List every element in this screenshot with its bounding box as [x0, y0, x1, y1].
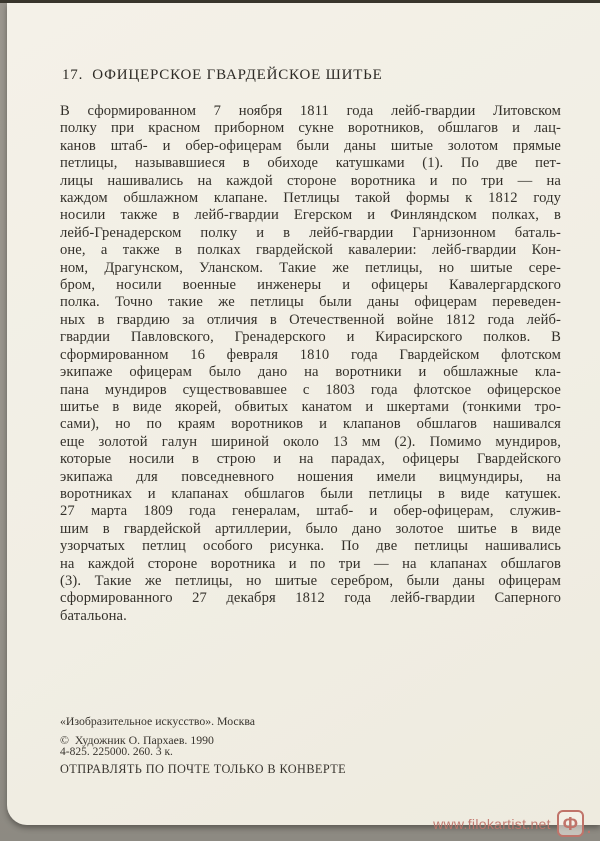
body-text-line: сформированном 16 февраля 1810 года Гвардейском флотском	[60, 346, 561, 363]
body-text-line: В сформированном 7 ноября 1811 года лейб-гвардии Литовском	[60, 103, 561, 119]
artist-credit-line: © Художник О. Пархаев. 1990	[60, 733, 214, 747]
body-text-line: (3). Такие же петлицы, но шитые серебром, были даны офицерам	[60, 572, 561, 589]
body-text-line: на каждой стороне воротника и по три — на клапанах обшлагов	[60, 555, 561, 572]
postal-notice-line: ОТПРАВЛЯТЬ ПО ПОЧТЕ ТОЛЬКО В КОНВЕРТЕ	[60, 762, 347, 776]
postcard-body-text	[60, 103, 561, 625]
watermark-url-text: www.filokartist.net	[433, 815, 551, 832]
body-text-line: 27 марта 1809 года генералам, штаб- и обер-офицерам, служив-	[60, 503, 561, 520]
watermark	[433, 810, 591, 837]
body-text-line: батальона.	[60, 607, 127, 624]
body-text-line: гвардии Павловского, Гренадерского и Кирасирского полков. В	[60, 329, 561, 346]
body-text-line: шитье в виде якорей, обвитых канатом и шкертами (тонкими тро-	[60, 398, 561, 415]
body-text-line: каждом обшлажном клапане. Петлицы такой формы к 1812 году	[60, 190, 561, 207]
body-text-line: ном, Драгунском, Уланском. Такие же петлицы, но шитые сере-	[60, 259, 561, 276]
body-text-line: экипаже офицерам было дано на воротники и обшлажные кла-	[60, 364, 561, 381]
body-text-line: сформированного 27 декабря 1812 года лейб-гвардии Саперного	[60, 590, 561, 607]
body-text-line: еще золотой галун шириной около 13 мм (2). Помимо мундиров,	[60, 433, 561, 450]
body-text-line: сами), но по краям воротников и клапанов обшлагов нашивался	[60, 416, 561, 433]
body-text-line: оне, а также в полках гвардейской кавалерии: лейб-гвардии Кон-	[60, 242, 561, 259]
body-text-line: петлицы, называвшиеся в обиходе катушками (1). По две пет-	[60, 155, 561, 172]
body-text-line: полку при красном приборном сукне воротников, обшлагов и лац-	[60, 120, 561, 137]
body-text-line: пана мундиров существовавшее с 1803 года флотское офицерское	[60, 381, 561, 398]
publisher-line: «Изобразительное искусство». Москва	[60, 714, 256, 728]
filokartist-logo-icon: Ф	[557, 810, 584, 837]
body-text-line: экипажа для повседневного ношения имели вицмундиры, на	[60, 468, 561, 485]
body-text-line: ных в гвардию за отличия в Отечественной войне 1812 года лейб-	[60, 311, 561, 328]
body-text-line: носили также в лейб-гвардии Егерском и Финляндском полках, в	[60, 207, 561, 224]
postcard-paper	[7, 3, 600, 825]
body-text-line: бром, носили военные инженеры и офицеры Кавалергардского	[60, 277, 561, 294]
body-text-line: которые носили в строю и на парадах, офицеры Гвардейского	[60, 451, 561, 468]
body-text-line: воротниках и клапанах обшлагов были петлицы в виде катушек.	[60, 485, 561, 502]
body-text-line: шим в гвардейской артиллерии, было дано золотое шитье в виде	[60, 520, 561, 537]
body-text-line: лицы нашивались на каждой стороне воротника и по три — на	[60, 172, 561, 189]
print-code-line: 4-825. 225000. 260. 3 к.	[60, 746, 173, 758]
body-text-line: лейб-Гренадерском полку и в лейб-гвардии Гарнизонном баталь-	[60, 224, 561, 241]
body-text-line: узорчатых петлиц особого рисунка. По две петлицы нашивались	[60, 538, 561, 555]
watermark-logo-dot: .	[586, 820, 591, 837]
postcard-title: 17. ОФИЦЕРСКОЕ ГВАРДЕЙСКОЕ ШИТЬЕ	[62, 67, 383, 83]
body-text-line: полка. Точно такие же петлицы были даны офицерам переведен-	[60, 294, 561, 311]
body-text-line: канов штаб- и обер-офицерам были даны шитые золотом прямые	[60, 137, 561, 154]
